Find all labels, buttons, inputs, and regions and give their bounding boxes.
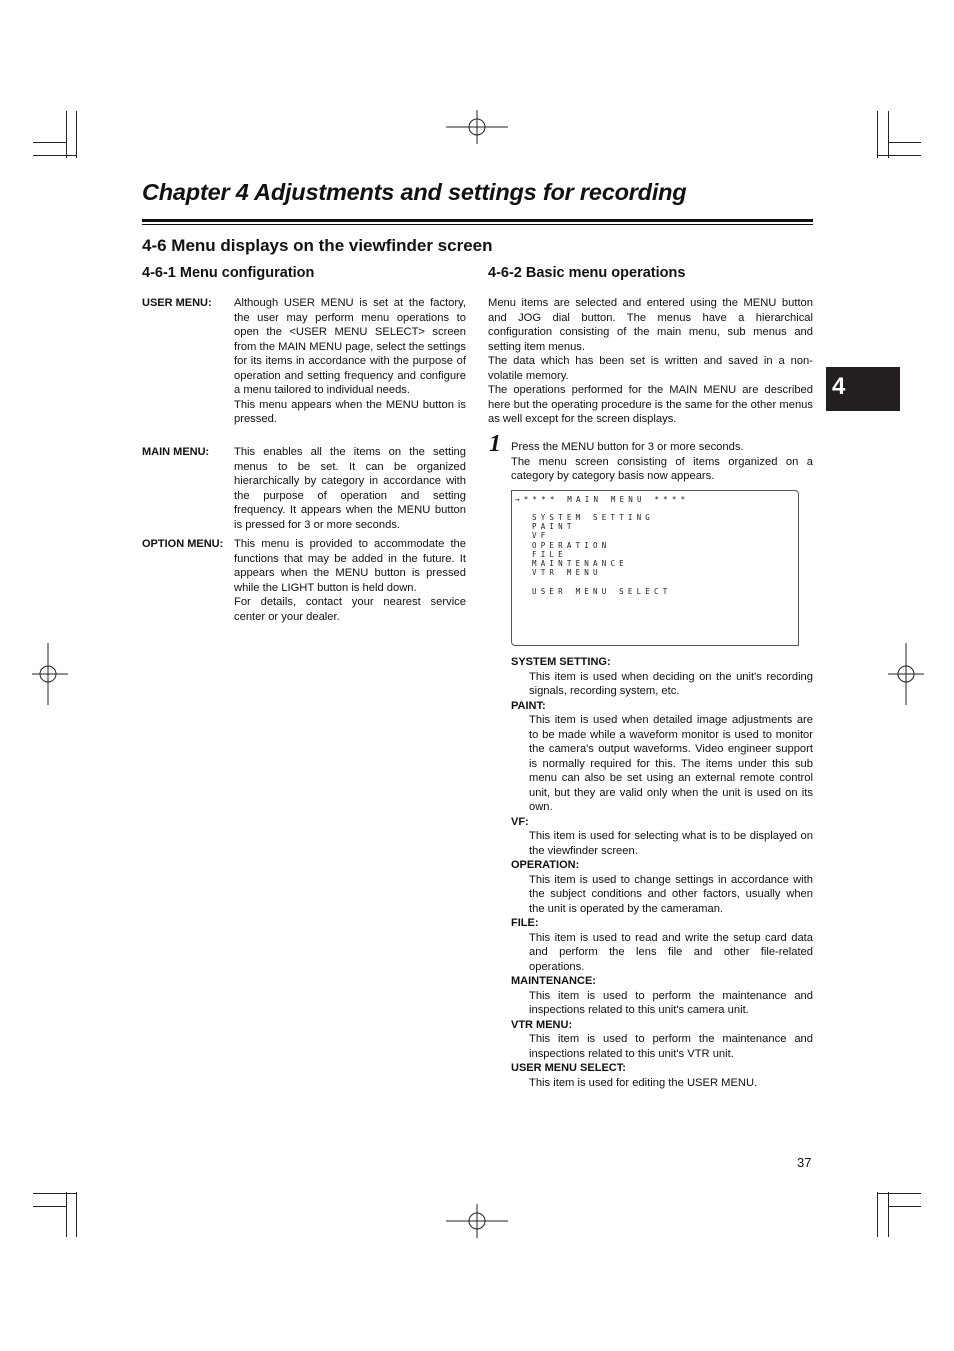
def-option-menu: [234, 537, 466, 624]
viewfinder-menu-screen: [511, 490, 799, 646]
screen-item: SYSTEM SETTING: [532, 513, 655, 522]
screen-footer: USER MENU SELECT: [532, 587, 672, 596]
desc-term: USER MENU SELECT:: [511, 1062, 626, 1074]
step-text: [511, 440, 813, 484]
page-number: 37: [797, 1155, 812, 1170]
title-rule-thin: [142, 224, 813, 225]
paragraph: For details, contact your nearest service center or your dealer.: [234, 596, 466, 623]
def-main-menu: [234, 445, 466, 532]
desc-term: FILE:: [511, 917, 539, 929]
paragraph: Although USER MENU is set at the factory, the user may perform menu operations to open the <USER MENU SELECT> screen from the MAIN MENU page, select the settings for its items in accordance with the purpose of operation and setting frequency and configure a menu tailored to individual needs.: [234, 297, 466, 396]
term-user-menu: USER MENU:: [142, 297, 212, 309]
registration-mark-right: [888, 643, 924, 705]
desc-term: VF:: [511, 815, 529, 828]
step-number: 1: [489, 431, 501, 457]
step-line: The menu screen consisting of items organized on a category by category basis now appears.: [511, 455, 813, 482]
registration-mark-bottom: [446, 1204, 508, 1240]
screen-item: PAINT: [532, 522, 576, 531]
desc-term: VTR MENU:: [511, 1018, 573, 1031]
def-user-menu: [234, 296, 466, 427]
desc-text: This item is used for selecting what is to be displayed on the viewfinder screen.: [529, 830, 813, 857]
desc-text: This item is used for editing the USER MENU.: [529, 1076, 758, 1089]
desc-text: This item is used to perform the maintenance and inspections related to this unit's VTR unit.: [529, 1033, 813, 1060]
section-title: 4-6 Menu displays on the viewfinder screen: [142, 236, 493, 255]
desc-term: PAINT:: [511, 699, 546, 712]
screen-item: MAINTENANCE: [532, 559, 628, 568]
menu-item-descriptions: [511, 655, 813, 1090]
title-rule: [142, 219, 813, 222]
chapter-title: Chapter 4 Adjustments and settings for recording: [142, 179, 687, 205]
screen-item: OPERATION: [532, 541, 611, 550]
desc-term: MAINTENANCE:: [511, 975, 596, 987]
paragraph: The operations performed for the MAIN MENU are described here but the operating procedure is the same for the other menus as well except for the screen displays.: [488, 384, 813, 425]
desc-term: SYSTEM SETTING:: [511, 656, 611, 668]
desc-text: This item is used to read and write the setup card data and perform the lens file and other file-related operations.: [529, 931, 813, 973]
screen-item: VF: [532, 531, 550, 540]
desc-text: This item is used when deciding on the unit's recording signals, recording system, etc.: [529, 670, 813, 697]
basic-operations-intro: [488, 296, 813, 427]
paragraph: This enables all the items on the setting menus to be set. It can be organized hierarchically by category in accordance with the purpose of operation and setting frequency. It appears when the MENU button is pressed for 3 or more seconds.: [234, 446, 466, 531]
paragraph: This menu appears when the MENU button is pressed.: [234, 398, 466, 425]
desc-text: This item is used when detailed image adjustments are to be made while a waveform monitor is used to monitor the camera's output waveforms. Video engineer support is normally required for this. The items under this sub menu can also be set using an external remote control unit, but they are valid only when the unit is used on its own.: [529, 714, 813, 813]
screen-item: FILE: [532, 550, 567, 559]
desc-text: This item is used to perform the maintenance and inspections related to this unit's camera unit.: [529, 989, 813, 1016]
term-option-menu: OPTION MENU:: [142, 538, 224, 550]
term-main-menu: MAIN MENU:: [142, 446, 210, 458]
registration-mark-top: [446, 110, 508, 146]
registration-mark-left: [32, 643, 68, 705]
step-line: Press the MENU button for 3 or more seconds.: [511, 441, 744, 453]
paragraph: This menu is provided to accommodate the functions that may be added in the future. It appears when the MENU button is pressed while the LIGHT button is held down.: [234, 538, 466, 594]
screen-item: VTR MENU: [532, 568, 602, 577]
desc-text: This item is used to change settings in accordance with the subject conditions and other factors, usually when the unit is operated by the cameraman.: [529, 873, 813, 915]
chapter-tab: 4: [826, 367, 900, 411]
left-heading: 4-6-1 Menu configuration: [142, 265, 315, 281]
desc-term: OPERATION:: [511, 859, 580, 871]
paragraph: Menu items are selected and entered using the MENU button and JOG dial button. The menus have a hierarchical configuration consisting of the main menu, sub menus and setting item menus.: [488, 297, 813, 353]
paragraph: The data which has been set is written and saved in a non-volatile memory.: [488, 355, 813, 382]
screen-header: →**** MAIN MENU ****: [515, 495, 690, 504]
right-heading: 4-6-2 Basic menu operations: [488, 265, 686, 281]
